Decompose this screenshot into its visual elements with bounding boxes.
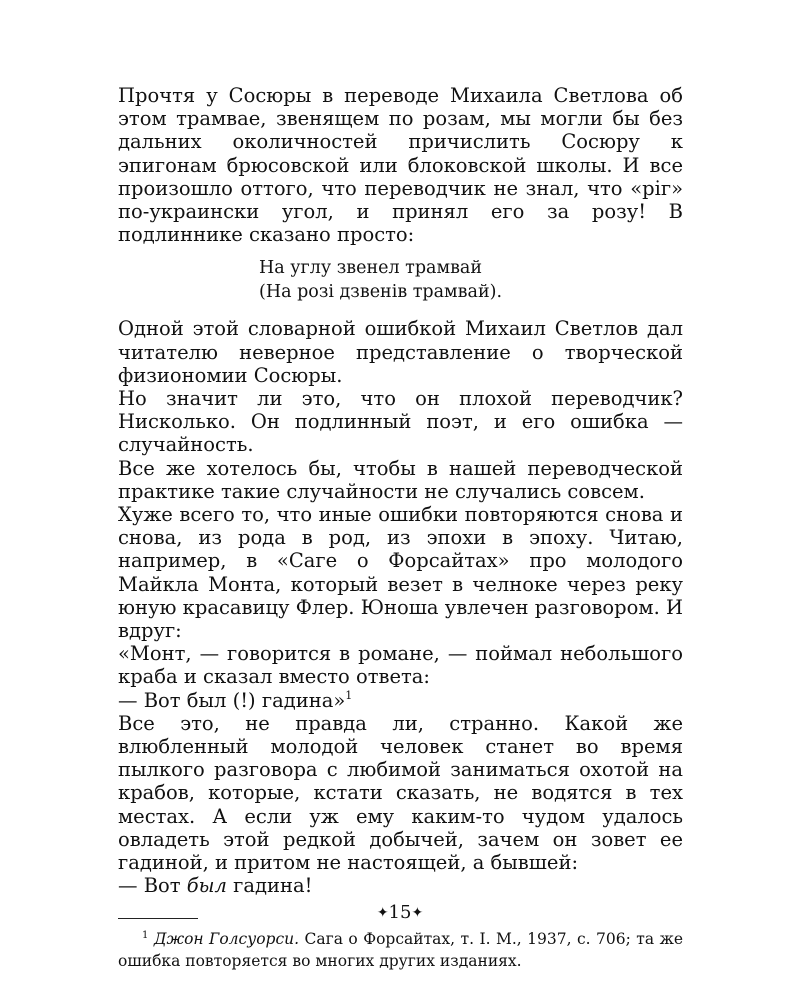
page-number bbox=[0, 902, 800, 923]
paragraph-bad-translator-question: Но значит ли это, что он плохой переводчик? Нисколько. Он подлинный поэт, и его ошибка — случайность. bbox=[118, 387, 683, 457]
footnote-marker: 1 bbox=[142, 929, 149, 941]
paragraph-sosyura-translation bbox=[118, 84, 683, 246]
ornament-right-icon: ✦ bbox=[411, 905, 424, 921]
page-body bbox=[118, 84, 683, 972]
poem-line-russian: На углу звенел трамвай bbox=[259, 258, 483, 279]
paragraph-strange: Все это, не правда ли, странно. Какой же влюбленный молодой человек станет во время пылкого разговора с любимой заниматься охотой на крабов, которые, кстати сказать, не водятся в тех местах. А если уж ему каким-то чудом удалось овладеть этой редкой добычей, зачем он зовет ее гадиной, и притом не настоящей, а бывшей: bbox=[118, 711, 683, 875]
final-quote-before: — Вот bbox=[118, 874, 187, 898]
footnote-text: Сага о Форсайтах, т. I. М., 1937, с. 706; та же ошибка повторяется во многих других изданиях. bbox=[118, 929, 683, 970]
paragraph-text: Прочтя у Сосюры в переводе Михаила Светлова об этом трамвае, звенящем по розам, мы могли бы без дальних околичностей причислить Сосюру к эпигонам брюсовской или блоковской школы. И все произошло оттого, что переводчик не знал, что «ріг» по-украински угол, и принял его за розу! В подлиннике сказано просто: bbox=[118, 84, 683, 247]
ornament-left-icon: ✦ bbox=[376, 905, 389, 921]
quote-line-text: — Вот был (!) гадина» bbox=[118, 688, 346, 712]
poem-quote bbox=[259, 257, 683, 304]
final-quote-emphasis: был bbox=[186, 874, 227, 898]
footnote bbox=[118, 928, 683, 972]
paragraph-wish: Все же хотелось бы, чтобы в нашей переводческой практике такие случайности не случались совсем. bbox=[118, 456, 683, 503]
page-number-value: 15 bbox=[388, 902, 412, 923]
footnote-author: Джон Голсуорси. bbox=[153, 929, 300, 948]
footnote-reference[interactable]: 1 bbox=[345, 688, 353, 702]
paragraph-dictionary-error: Одной этой словарной ошибкой Михаил Светлов дал читателю неверное представление о творческой физиономии Сосюры. bbox=[118, 317, 683, 387]
paragraph-novel-quote: «Монт, — говорится в романе, — поймал небольшого краба и сказал вместо ответа: bbox=[118, 642, 683, 689]
final-quote-after: гадина! bbox=[226, 874, 313, 898]
paragraph-final-quote bbox=[118, 874, 683, 897]
poem-line-ukrainian: (На розі дзвенів трамвай). bbox=[259, 281, 503, 302]
paragraph-quote-line bbox=[118, 689, 683, 712]
paragraph-repeated-errors: Хуже всего то, что иные ошибки повторяются снова и снова, из рода в род, из эпохи в эпоху. Читаю, например, в «Саге о Форсайтах» про молодого Майкла Монта, который везет в челноке через реку юную красавицу Флер. Юноша увлечен разговором. И вдруг: bbox=[118, 503, 683, 643]
